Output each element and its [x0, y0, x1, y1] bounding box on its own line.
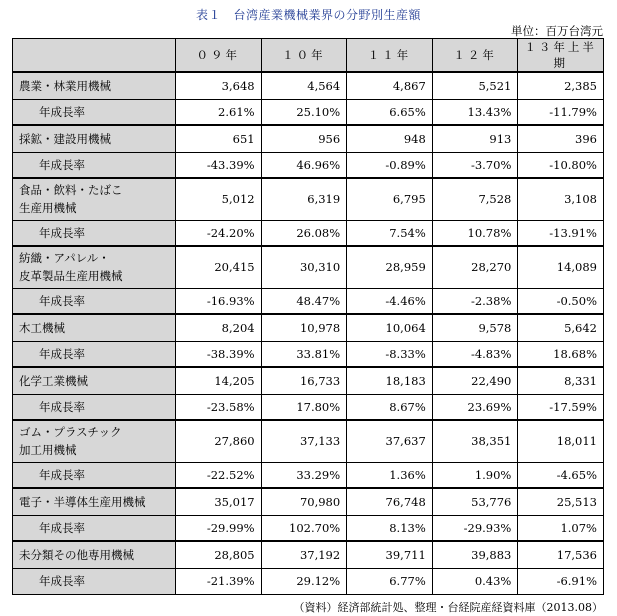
growth-value: 25.10%: [261, 99, 347, 125]
production-value: 30,310: [261, 246, 347, 288]
production-value: 8,331: [518, 367, 604, 394]
growth-value: -13.91%: [518, 220, 604, 246]
growth-value: -0.50%: [518, 288, 604, 314]
growth-label: 年成長率: [13, 220, 176, 246]
growth-row: [13, 568, 604, 594]
production-value: 17,536: [518, 541, 604, 568]
production-value: 5,012: [176, 178, 262, 220]
production-value: 76,748: [347, 488, 433, 515]
production-value: 9,578: [432, 314, 518, 341]
production-value: 3,648: [176, 72, 262, 99]
growth-row: [13, 341, 604, 367]
production-value: 28,959: [347, 246, 433, 288]
growth-value: -22.52%: [176, 462, 262, 488]
growth-value: 0.43%: [432, 568, 518, 594]
table-row: [13, 541, 604, 568]
growth-value: 13.43%: [432, 99, 518, 125]
unit-label: 単位：百万台湾元: [511, 24, 603, 38]
category-label: 農業・林業用機械: [13, 72, 176, 99]
table-row: [13, 246, 604, 288]
table-title: 表１ 台湾産業機械業界の分野別生産額: [195, 8, 421, 22]
growth-value: -4.65%: [518, 462, 604, 488]
production-value: 22,490: [432, 367, 518, 394]
production-value: 2,385: [518, 72, 604, 99]
production-value: 25,513: [518, 488, 604, 515]
production-value: 651: [176, 125, 262, 152]
production-value: 14,205: [176, 367, 262, 394]
table-row: [13, 125, 604, 152]
growth-value: 1.36%: [347, 462, 433, 488]
production-value: 7,528: [432, 178, 518, 220]
growth-value: -21.39%: [176, 568, 262, 594]
growth-value: 33.29%: [261, 462, 347, 488]
production-value: 396: [518, 125, 604, 152]
column-header: ０９年: [176, 39, 262, 73]
production-value: 6,795: [347, 178, 433, 220]
production-value: 20,415: [176, 246, 262, 288]
growth-value: -4.83%: [432, 341, 518, 367]
category-label: 未分類その他専用機械: [13, 541, 176, 568]
category-label: 化学工業機械: [13, 367, 176, 394]
growth-value: 23.69%: [432, 394, 518, 420]
growth-value: -2.38%: [432, 288, 518, 314]
production-value: 28,270: [432, 246, 518, 288]
growth-value: 26.08%: [261, 220, 347, 246]
growth-value: -24.20%: [176, 220, 262, 246]
growth-value: -4.46%: [347, 288, 433, 314]
growth-value: 10.78%: [432, 220, 518, 246]
source-note: （資料）経済部統計処、整理・台経院産経資料庫（2013.08）: [293, 601, 603, 614]
production-value: 956: [261, 125, 347, 152]
growth-value: 1.07%: [518, 515, 604, 541]
production-value: 70,980: [261, 488, 347, 515]
growth-value: -3.70%: [432, 152, 518, 178]
production-value: 35,017: [176, 488, 262, 515]
production-value: 14,089: [518, 246, 604, 288]
header-corner: [13, 39, 176, 73]
table-row: [13, 178, 604, 220]
production-value: 18,183: [347, 367, 433, 394]
column-header: １１年: [347, 39, 433, 73]
growth-value: -6.91%: [518, 568, 604, 594]
production-value: 53,776: [432, 488, 518, 515]
growth-value: 33.81%: [261, 341, 347, 367]
growth-value: 6.65%: [347, 99, 433, 125]
growth-value: -10.80%: [518, 152, 604, 178]
production-value: 6,319: [261, 178, 347, 220]
production-value: 38,351: [432, 420, 518, 462]
growth-row: [13, 515, 604, 541]
growth-label: 年成長率: [13, 462, 176, 488]
category-label: 紡織・アパレル・ 皮革製品生産用機械: [13, 246, 176, 288]
category-label: 採鉱・建設用機械: [13, 125, 176, 152]
growth-value: -29.99%: [176, 515, 262, 541]
growth-label: 年成長率: [13, 99, 176, 125]
growth-label: 年成長率: [13, 515, 176, 541]
column-header: １３年上半期: [518, 39, 604, 73]
production-value: 4,867: [347, 72, 433, 99]
growth-value: 6.77%: [347, 568, 433, 594]
growth-value: -17.59%: [518, 394, 604, 420]
table-row: [13, 420, 604, 462]
growth-value: 8.67%: [347, 394, 433, 420]
production-value: 16,733: [261, 367, 347, 394]
growth-value: 2.61%: [176, 99, 262, 125]
production-value: 39,883: [432, 541, 518, 568]
growth-row: [13, 394, 604, 420]
table-row: [13, 488, 604, 515]
table-row: [13, 314, 604, 341]
production-value: 5,521: [432, 72, 518, 99]
growth-value: 1.90%: [432, 462, 518, 488]
growth-value: -38.39%: [176, 341, 262, 367]
growth-row: [13, 462, 604, 488]
category-label: 食品・飲料・たばこ 生産用機械: [13, 178, 176, 220]
category-label: ゴム・プラスチック 加工用機械: [13, 420, 176, 462]
growth-value: 8.13%: [347, 515, 433, 541]
growth-label: 年成長率: [13, 288, 176, 314]
growth-row: [13, 288, 604, 314]
production-value: 4,564: [261, 72, 347, 99]
growth-value: 17.80%: [261, 394, 347, 420]
growth-value: -43.39%: [176, 152, 262, 178]
growth-value: -0.89%: [347, 152, 433, 178]
production-value: 5,642: [518, 314, 604, 341]
growth-value: 48.47%: [261, 288, 347, 314]
growth-label: 年成長率: [13, 341, 176, 367]
growth-value: 7.54%: [347, 220, 433, 246]
production-value: 10,064: [347, 314, 433, 341]
growth-value: 46.96%: [261, 152, 347, 178]
table-row: [13, 72, 604, 99]
growth-label: 年成長率: [13, 394, 176, 420]
growth-value: 102.70%: [261, 515, 347, 541]
growth-value: 29.12%: [261, 568, 347, 594]
growth-label: 年成長率: [13, 152, 176, 178]
table-row: [13, 367, 604, 394]
production-value: 37,192: [261, 541, 347, 568]
growth-row: [13, 220, 604, 246]
growth-label: 年成長率: [13, 568, 176, 594]
production-value: 37,637: [347, 420, 433, 462]
production-value: 8,204: [176, 314, 262, 341]
growth-value: -11.79%: [518, 99, 604, 125]
growth-row: [13, 152, 604, 178]
production-value: 39,711: [347, 541, 433, 568]
category-label: 木工機械: [13, 314, 176, 341]
growth-row: [13, 99, 604, 125]
growth-value: -29.93%: [432, 515, 518, 541]
production-value: 3,108: [518, 178, 604, 220]
growth-value: 18.68%: [518, 341, 604, 367]
production-value: 948: [347, 125, 433, 152]
growth-value: -23.58%: [176, 394, 262, 420]
production-value: 18,011: [518, 420, 604, 462]
production-value: 913: [432, 125, 518, 152]
production-value: 37,133: [261, 420, 347, 462]
production-value: 28,805: [176, 541, 262, 568]
production-value: 27,860: [176, 420, 262, 462]
column-header: １０年: [261, 39, 347, 73]
column-header: １２年: [432, 39, 518, 73]
category-label: 電子・半導体生産用機械: [13, 488, 176, 515]
header-row: [13, 39, 604, 73]
production-value: 10,978: [261, 314, 347, 341]
growth-value: -8.33%: [347, 341, 433, 367]
growth-value: -16.93%: [176, 288, 262, 314]
production-table: [12, 38, 604, 595]
